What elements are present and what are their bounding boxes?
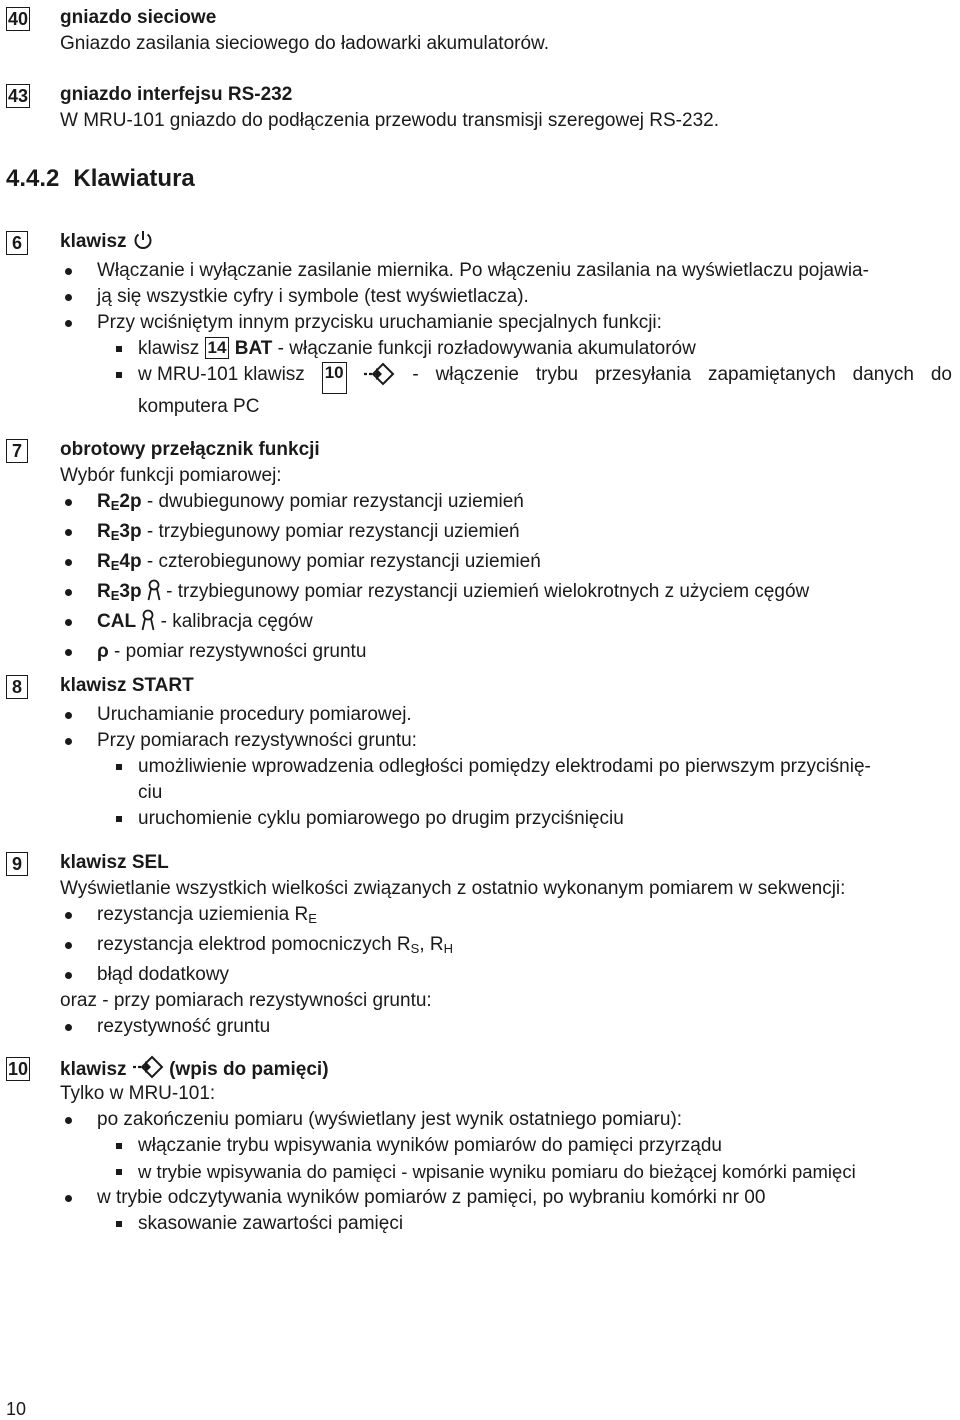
symbol-r: R bbox=[97, 581, 111, 602]
square-bullet-item bbox=[6, 362, 956, 394]
section-43 bbox=[6, 82, 956, 134]
rho-symbol: ρ bbox=[97, 641, 109, 662]
mode-label: CAL bbox=[97, 611, 137, 632]
item-title-text: klawisz bbox=[60, 231, 127, 252]
section-8 bbox=[6, 673, 956, 832]
item-title bbox=[60, 229, 154, 259]
chapter-heading bbox=[6, 164, 195, 194]
section-40 bbox=[6, 5, 956, 57]
bullet-item bbox=[6, 639, 956, 665]
item-number-box: 9 bbox=[6, 852, 28, 876]
bullet-item: Włączanie i wyłączanie zasilanie miernika. Po włączeniu zasilania na wyświetlaczu pojawia- bbox=[6, 258, 956, 284]
item-description: Gniazdo zasilania sieciowego do ładowarki akumulatorów. bbox=[60, 33, 549, 54]
square-bullet-item: skasowanie zawartości pamięci bbox=[6, 1211, 956, 1237]
section-header bbox=[6, 673, 956, 699]
square-bullet-item: w trybie wpisywania do pamięci - wpisanie wyniku pomiaru do bieżącej komórki pamięci bbox=[6, 1159, 956, 1185]
item-title-text: (wpis do pamięci) bbox=[169, 1059, 329, 1080]
item-number-box: 7 bbox=[6, 439, 28, 463]
section-header bbox=[6, 850, 956, 876]
item-description: W MRU-101 gniazdo do podłączenia przewodu transmisji szeregowej RS-232. bbox=[60, 110, 719, 131]
key-label: BAT bbox=[234, 338, 273, 359]
item-title: obrotowy przełącznik funkcji bbox=[60, 439, 320, 460]
section-10 bbox=[6, 1055, 956, 1237]
symbol-subscript: E bbox=[110, 498, 120, 513]
section-header bbox=[6, 5, 956, 31]
item-number-box: 40 bbox=[8, 9, 29, 29]
item-number-box: 8 bbox=[6, 675, 28, 699]
text: - dwubiegunowy pomiar rezystancji uziemień bbox=[141, 491, 524, 512]
page-number: 10 bbox=[6, 1399, 27, 1419]
bullet-item bbox=[6, 519, 956, 549]
bullet-item bbox=[6, 579, 956, 609]
section-6 bbox=[6, 229, 956, 420]
item-number-box: 6 bbox=[6, 231, 28, 255]
bullet-item: rezystywność gruntu bbox=[6, 1014, 956, 1040]
section-header bbox=[6, 437, 956, 463]
symbol-subscript: E bbox=[110, 528, 120, 543]
text: klawisz bbox=[138, 338, 200, 359]
square-bullet-item: umożliwienie wprowadzenia odległości pomiędzy elektrodami po pierwszym przyciśnię- bbox=[6, 754, 956, 780]
square-bullet-item: włączanie trybu wpisywania wyników pomiarów do pamięci przyrządu bbox=[6, 1133, 956, 1159]
section-9 bbox=[6, 850, 956, 1040]
text: danych bbox=[852, 364, 914, 385]
symbol-r: R bbox=[97, 491, 111, 512]
item-description: oraz - przy pomiarach rezystywności gruntu: bbox=[60, 990, 432, 1011]
subscript: E bbox=[308, 911, 317, 926]
symbol-r: R bbox=[97, 551, 111, 572]
heading-number: 4.4.2 bbox=[6, 165, 60, 192]
text: - bbox=[412, 364, 419, 385]
item-title: gniazdo interfejsu RS-232 bbox=[60, 84, 293, 105]
item-title: gniazdo sieciowe bbox=[60, 7, 217, 28]
item-description: Wybór funkcji pomiarowej: bbox=[60, 465, 282, 486]
memory-write-icon bbox=[363, 362, 395, 394]
text: - kalibracja cęgów bbox=[155, 611, 313, 632]
text: - trzybiegunowy pomiar rezystancji uziemień wielokrotnych z użyciem cęgów bbox=[160, 581, 810, 602]
text: przesyłania bbox=[595, 364, 692, 385]
bullet-continuation: ją się wszystkie cyfry i symbole (test wyświetlacza). bbox=[6, 284, 956, 310]
bullet-item: po zakończeniu pomiaru (wyświetlany jest wynik ostatniego pomiaru): bbox=[6, 1107, 956, 1133]
symbol-r: R bbox=[97, 521, 111, 542]
section-header bbox=[6, 229, 956, 255]
symbol-subscript: E bbox=[110, 588, 120, 603]
mode-label: 2p bbox=[119, 491, 142, 512]
clamp-icon bbox=[141, 609, 155, 639]
bullet-item bbox=[6, 932, 956, 962]
clamp-icon bbox=[147, 579, 161, 609]
text: , R bbox=[419, 934, 444, 955]
bullet-item: Uruchamianie procedury pomiarowej. bbox=[6, 702, 956, 728]
square-bullet-item: uruchomienie cyklu pomiarowego po drugim przyciśnięciu bbox=[6, 806, 956, 832]
section-7 bbox=[6, 437, 956, 665]
bullet-item: w trybie odczytywania wyników pomiarów z pamięci, po wybraniu komórki nr 00 bbox=[6, 1185, 956, 1211]
square-bullet-continuation: komputera PC bbox=[138, 396, 260, 417]
bullet-item bbox=[6, 549, 956, 579]
symbol-subscript: E bbox=[110, 558, 120, 573]
mode-label: 3p bbox=[119, 581, 142, 602]
square-bullet-continuation: ciu bbox=[138, 782, 163, 803]
text: - pomiar rezystywności gruntu bbox=[108, 641, 367, 662]
bullet-item: Przy pomiarach rezystywności gruntu: bbox=[6, 728, 956, 754]
mode-label: 3p bbox=[119, 521, 142, 542]
text: zapamiętanych bbox=[707, 364, 836, 385]
text: rezystancja elektrod pomocniczych R bbox=[97, 934, 411, 955]
mode-label: 4p bbox=[119, 551, 142, 572]
text: - czterobiegunowy pomiar rezystancji uziemień bbox=[141, 551, 541, 572]
item-title: klawisz SEL bbox=[60, 852, 169, 873]
power-icon bbox=[132, 229, 154, 259]
key-number-box: 10 bbox=[322, 362, 347, 394]
text: rezystancja uziemienia R bbox=[97, 904, 309, 925]
text: - trzybiegunowy pomiar rezystancji uziemień bbox=[141, 521, 520, 542]
item-number-box: 10 bbox=[8, 1059, 29, 1079]
bullet-item: Przy wciśniętym innym przycisku uruchamianie specjalnych funkcji: bbox=[6, 310, 956, 336]
item-title: klawisz START bbox=[60, 675, 194, 696]
text: włączenie bbox=[435, 364, 519, 385]
square-bullet-item bbox=[6, 336, 956, 362]
bullet-item bbox=[6, 609, 956, 639]
item-number-box: 43 bbox=[8, 86, 29, 106]
text: w MRU-101 klawisz bbox=[138, 364, 305, 385]
heading-title: Klawiatura bbox=[73, 165, 195, 192]
bullet-item bbox=[6, 902, 956, 932]
key-number-box: 14 bbox=[205, 337, 230, 359]
text: - włączanie funkcji rozładowywania akumulatorów bbox=[277, 338, 696, 359]
item-description: Wyświetlanie wszystkich wielkości związanych z ostatnio wykonanym pomiarem w sekwencji: bbox=[60, 878, 846, 899]
text: trybu bbox=[535, 364, 579, 385]
text: do bbox=[930, 364, 952, 385]
subscript: H bbox=[443, 941, 453, 956]
bullet-item bbox=[6, 489, 956, 519]
section-header bbox=[6, 82, 956, 108]
section-header bbox=[6, 1055, 956, 1081]
bullet-item: błąd dodatkowy bbox=[6, 962, 956, 988]
subscript: S bbox=[410, 941, 420, 956]
item-description: Tylko w MRU-101: bbox=[60, 1083, 216, 1104]
item-title-text: klawisz bbox=[60, 1059, 127, 1080]
